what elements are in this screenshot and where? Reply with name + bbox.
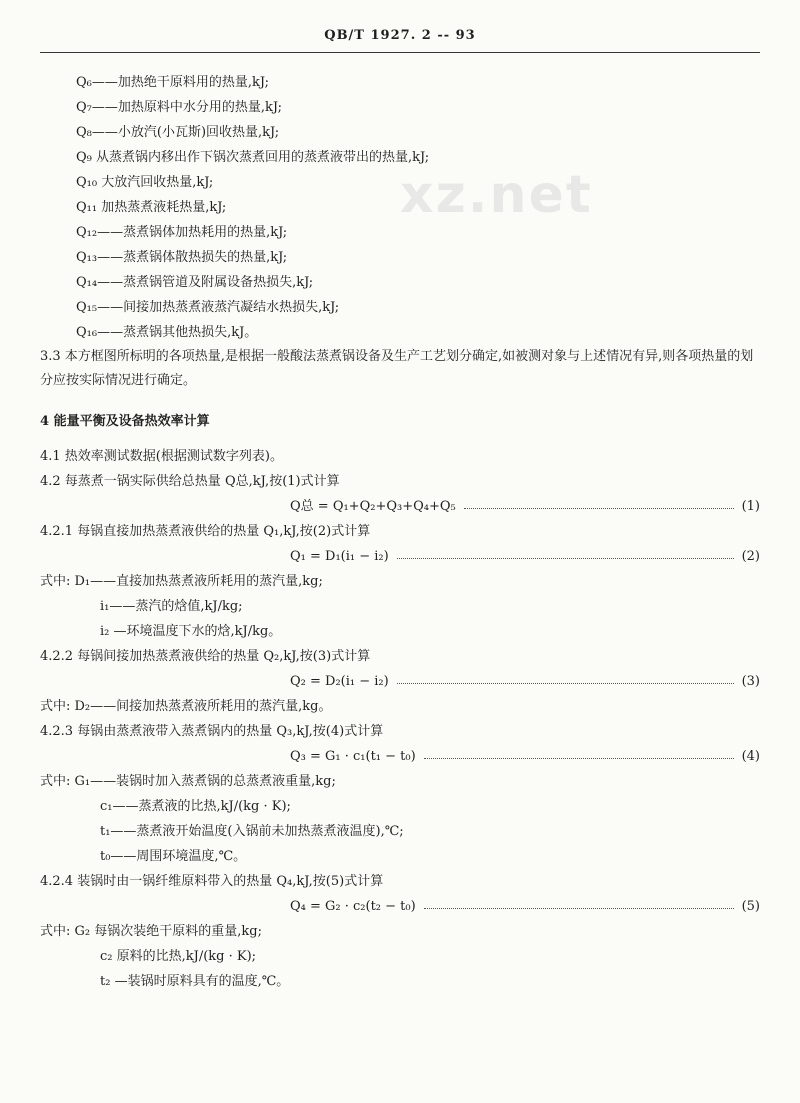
page-header: QB/T 1927. 2 -- 93 xyxy=(324,28,476,43)
equation-2-expr: Q₁ = D₁(i₁ − i₂) xyxy=(290,549,389,564)
where-g1: 式中: G₁——装锅时加入蒸煮锅的总蒸煮液重量,kg; xyxy=(40,774,336,789)
where-c2: c₂ 原料的比热,kJ/(kg · K); xyxy=(100,949,257,964)
note-3-3: 3.3 本方框图所标明的各项热量,是根据一般酸法蒸煮锅设备及生产工艺划分确定,如被测对象与上述情况有异,则各项热量的划分应按实际情况进行确定。 xyxy=(40,349,754,388)
where-i1: i₁——蒸汽的焓值,kJ/kg; xyxy=(100,599,243,614)
symbol-q9: Q₉ 从蒸煮锅内移出作下锅次蒸煮回用的蒸煮液带出的热量,kJ; xyxy=(76,150,430,165)
symbol-q16: Q₁₆——蒸煮锅其他热损失,kJ。 xyxy=(76,325,258,340)
equation-1-number: (1) xyxy=(741,499,760,514)
equation-4-expr: Q₃ = G₁ · c₁(t₁ − t₀) xyxy=(290,749,416,764)
watermark: xz.net xyxy=(400,165,593,225)
where-t1: t₁——蒸煮液开始温度(入锅前未加热蒸煮液温度),℃; xyxy=(100,824,404,839)
clause-4-2: 4.2 每蒸煮一锅实际供给总热量 Q总,kJ,按(1)式计算 xyxy=(40,474,340,489)
equation-4-leader xyxy=(424,758,734,759)
symbol-q15: Q₁₅——间接加热蒸煮液蒸汽凝结水热损失,kJ; xyxy=(76,300,340,315)
equation-5 xyxy=(40,894,760,919)
symbol-q13: Q₁₃——蒸煮锅体散热损失的热量,kJ; xyxy=(76,250,288,265)
where-t0: t₀——周围环境温度,℃。 xyxy=(100,849,247,864)
symbol-q14: Q₁₄——蒸煮锅管道及附属设备热损失,kJ; xyxy=(76,275,314,290)
where-i2: i₂ —环境温度下水的焓,kJ/kg。 xyxy=(100,624,282,639)
equation-3-number: (3) xyxy=(741,674,760,689)
clause-4-2-4: 4.2.4 装锅时由一锅纤维原料带入的热量 Q₄,kJ,按(5)式计算 xyxy=(40,874,384,889)
equation-5-leader xyxy=(424,908,734,909)
clause-4-2-1: 4.2.1 每锅直接加热蒸煮液供给的热量 Q₁,kJ,按(2)式计算 xyxy=(40,524,371,539)
clause-4-1: 4.1 热效率测试数据(根据测试数字列表)。 xyxy=(40,449,283,464)
symbol-q11: Q₁₁ 加热蒸煮液耗热量,kJ; xyxy=(76,200,227,215)
equation-3 xyxy=(40,669,760,694)
equation-1-leader xyxy=(464,508,734,509)
clause-4-2-2: 4.2.2 每锅间接加热蒸煮液供给的热量 Q₂,kJ,按(3)式计算 xyxy=(40,649,371,664)
header-rule xyxy=(40,52,760,53)
where-d2: 式中: D₂——间接加热蒸煮液所耗用的蒸汽量,kg。 xyxy=(40,699,332,714)
equation-5-number: (5) xyxy=(741,899,760,914)
symbol-q6: Q₆——加热绝干原料用的热量,kJ; xyxy=(76,75,269,90)
equation-1-expr: Q总 = Q₁+Q₂+Q₃+Q₄+Q₅ xyxy=(290,499,456,514)
where-g2: 式中: G₂ 每锅次装绝干原料的重量,kg; xyxy=(40,924,262,939)
equation-2-number: (2) xyxy=(741,549,760,564)
where-d1: 式中: D₁——直接加热蒸煮液所耗用的蒸汽量,kg; xyxy=(40,574,323,589)
equation-3-leader xyxy=(397,683,734,684)
equation-2-leader xyxy=(397,558,734,559)
equation-1 xyxy=(40,494,760,519)
where-c1: c₁——蒸煮液的比热,kJ/(kg · K); xyxy=(100,799,291,814)
clause-4-2-3: 4.2.3 每锅由蒸煮液带入蒸煮锅内的热量 Q₃,kJ,按(4)式计算 xyxy=(40,724,384,739)
equation-2 xyxy=(40,544,760,569)
equation-5-expr: Q₄ = G₂ · c₂(t₂ − t₀) xyxy=(290,899,416,914)
symbol-q12: Q₁₂——蒸煮锅体加热耗用的热量,kJ; xyxy=(76,225,288,240)
section-4-heading: 4 能量平衡及设备热效率计算 xyxy=(40,414,210,429)
symbol-q8: Q₈——小放汽(小瓦斯)回收热量,kJ; xyxy=(76,125,280,140)
equation-3-expr: Q₂ = D₂(i₁ − i₂) xyxy=(290,674,389,689)
document-body xyxy=(40,70,760,994)
symbol-q10: Q₁₀ 大放汽回收热量,kJ; xyxy=(76,175,214,190)
symbol-q7: Q₇——加热原料中水分用的热量,kJ; xyxy=(76,100,282,115)
equation-4-number: (4) xyxy=(741,749,760,764)
equation-4 xyxy=(40,744,760,769)
where-t2: t₂ —装锅时原料具有的温度,℃。 xyxy=(100,974,290,989)
